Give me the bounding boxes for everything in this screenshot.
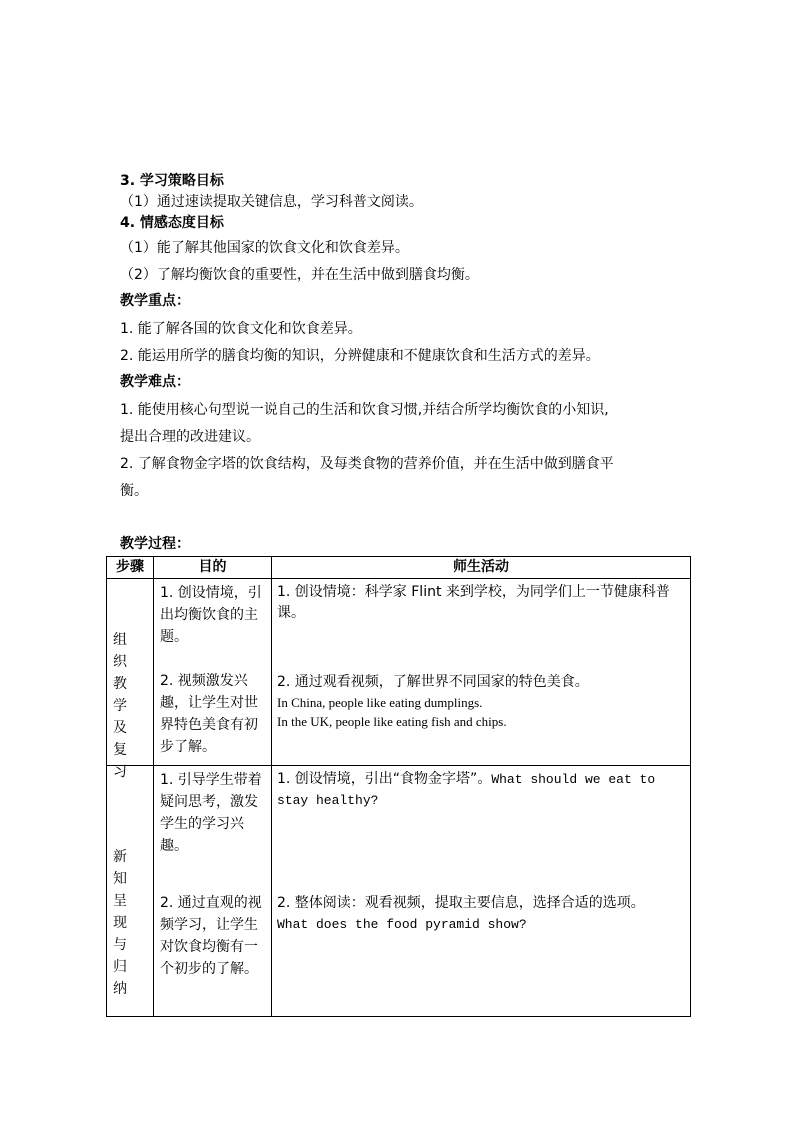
- purpose-1: 1. 引导学生带着疑问思考，激发学生的学习兴趣。: [160, 772, 262, 854]
- purpose-2: 2. 视频激发兴趣，让学生对世界特色美食有初步了解。: [160, 673, 258, 755]
- process-table: [106, 556, 691, 1017]
- strategy-goal-item: （1）通过速读提取关键信息，学习科普文阅读。: [120, 194, 423, 210]
- activity-2: [277, 893, 687, 935]
- activity-2-en: What does the food pyramid show?: [277, 917, 527, 932]
- difficult-point-item-2-line-2: 衡。: [120, 483, 148, 499]
- activity-2-cn: 2. 通过观看视频，了解世界不同国家的特色美食。: [277, 674, 589, 690]
- purpose-1: 1. 创设情境，引出均衡饮食的主题。: [160, 585, 262, 645]
- activity-2-en-2: In the UK, people like eating fish and chips.: [277, 714, 507, 729]
- difficult-point-item-2-line-1: 2. 了解食物金字塔的饮食结构，及每类食物的营养价值，并在生活中做到膳食平: [120, 456, 614, 472]
- activity-1: [277, 769, 687, 811]
- key-points-title: 教学重点：: [120, 293, 190, 309]
- activity-2-en-1: In China, people like eating dumplings.: [277, 695, 483, 710]
- activity-2: [277, 672, 687, 731]
- activity-1-en: What should we eat to stay healthy?: [277, 772, 656, 808]
- attitude-goal-item-1: （1）能了解其他国家的饮食文化和饮食差异。: [120, 240, 409, 256]
- step-cell: [107, 766, 154, 1017]
- activity-2-cn: 2. 整体阅读：观看视频，提取主要信息，选择合适的选项。: [277, 895, 645, 911]
- step-cell: [107, 579, 154, 780]
- header-activity: 师生活动: [272, 557, 691, 579]
- purpose-2: 2. 通过直观的视频学习，让学生对饮食均衡有一个初步的了解。: [160, 895, 262, 977]
- activity-1: 1. 创设情境：科学家 Flint 来到学校，为同学们上一节健康科普课。: [277, 584, 670, 621]
- step-name: 新知呈现与归纳: [113, 849, 127, 997]
- key-point-item-1: 1. 能了解各国的饮食文化和饮食差异。: [120, 321, 362, 337]
- purpose-cell: [154, 766, 272, 1017]
- activity-1-cn: 1. 创设情境，引出“食物金字塔”。: [277, 771, 492, 787]
- attitude-goal-item-2: （2）了解均衡饮食的重要性，并在生活中做到膳食均衡。: [120, 267, 479, 283]
- attitude-goal-title: 4. 情感态度目标: [120, 215, 224, 231]
- difficult-point-item-1-line-1: 1. 能使用核心句型说一说自己的生活和饮食习惯,并结合所学均衡饮食的小知识,: [120, 402, 609, 418]
- strategy-goal-title: 3. 学习策略目标: [120, 173, 224, 189]
- activity-cell: [272, 766, 691, 1017]
- purpose-cell: [154, 579, 272, 766]
- header-purpose: 目的: [154, 557, 272, 579]
- header-step: 步骤: [107, 557, 154, 579]
- activity-cell: [272, 579, 691, 766]
- table-row: [107, 766, 691, 1017]
- table-row: [107, 579, 691, 766]
- key-point-item-2: 2. 能运用所学的膳食均衡的知识，分辨健康和不健康饮食和生活方式的差异。: [120, 348, 600, 364]
- difficult-points-title: 教学难点：: [120, 374, 190, 390]
- step-name: 组织教学及复习: [113, 632, 127, 780]
- table-header-row: [107, 557, 691, 579]
- difficult-point-item-1-line-2: 提出合理的改进建议。: [120, 429, 260, 445]
- process-title: 教学过程：: [120, 536, 190, 552]
